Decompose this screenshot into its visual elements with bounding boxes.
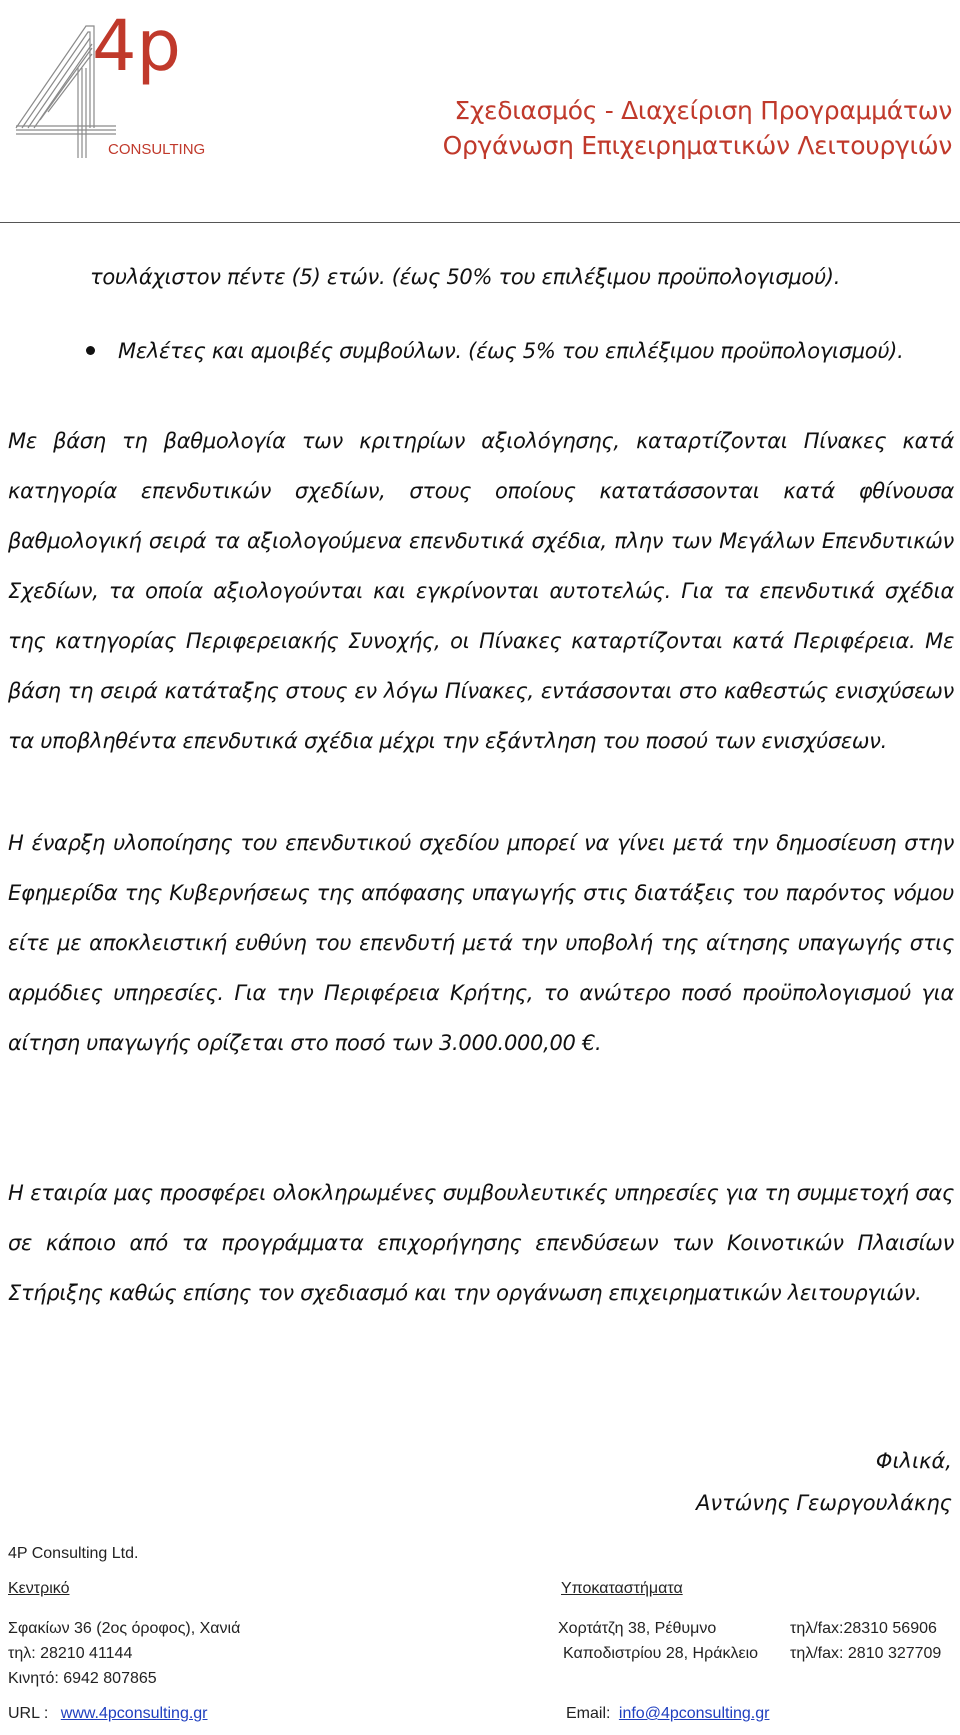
paragraph-implementation: Η έναρξη υλοποίησης του επενδυτικού σχεδίου μπορεί να γίνει μετά την δημοσίευση στην Εφημερίδα της Κυβερνήσεως της απόφασης υπαγωγής στις διατάξεις του παρόντος νόμου είτε με αποκλειστική ευθύνη του επενδυτή μετά την υποβολή της αίτησης υπαγωγής στις αρμόδιες υπηρεσίες. Για την Περιφέρεια Κρήτης, το ανώτερο ποσό προϋπολογισμού για αίτηση υπαγωγής ορίζεται στο ποσό των 3.000.000,00 €.	[8, 831, 954, 1055]
tagline-line-1: Σχεδιασμός - Διαχείριση Προγραμμάτων	[454, 96, 952, 125]
url-label: URL :	[8, 1705, 49, 1722]
email-link[interactable]: info@4pconsulting.gr	[618, 1705, 770, 1722]
continuation-line: τουλάχιστον πέντε (5) ετών. (έως 50% του επιλέξιμου προϋπολογισμού).	[90, 265, 841, 289]
email-row	[566, 1705, 769, 1723]
branches-heading: Υποκαταστήματα	[561, 1580, 683, 1597]
4p-consulting-logo-icon	[8, 8, 218, 173]
paragraph-services: Η εταιρία μας προσφέρει ολοκληρωμένες συμβουλευτικές υπηρεσίες για τη συμμετοχή σας σε κάποιο από τα προγράμματα επιχορήγησης επενδύσεων των Κοινοτικών Πλαισίων Στήριξης καθώς επίσης τον σχεδιασμό και την οργάνωση επιχειρηματικών λειτουργιών.	[8, 1181, 954, 1305]
logo-subtitle-text: CONSULTING	[108, 141, 206, 158]
hq-phone: τηλ: 28210 41144	[8, 1645, 133, 1662]
branch-2-phone: τηλ/fax: 2810 327709	[790, 1645, 942, 1662]
hq-mobile: Κινητό: 6942 807865	[8, 1670, 157, 1687]
website-link[interactable]: www.4pconsulting.gr	[60, 1705, 208, 1722]
paragraph-evaluation: Με βάση τη βαθμολογία των κριτηρίων αξιολόγησης, καταρτίζονται Πίνακες κατά κατηγορία επενδυτικών σχεδίων, στους οποίους κατατάσσονται κατά φθίνουσα βαθμολογική σειρά τα αξιολογούμενα επενδυτικά σχέδια, πλην των Μεγάλων Επενδυτικών Σχεδίων, τα οποία αξιολογούνται και εγκρίνονται αυτοτελώς. Για τα επενδυτικά σχέδια της κατηγορίας Περιφερειακής Συνοχής, οι Πίνακες καταρτίζονται κατά Περιφέρεια. Με βάση τη σειρά κατάταξης στους εν λόγω Πίνακες, εντάσσονται στο καθεστώς ενισχύσεων τα υποβληθέντα επενδυτικά σχέδια μέχρι την εξάντληση του ποσού των ενισχύσεων.	[8, 429, 954, 753]
greeting-text: Φιλικά,	[875, 1449, 952, 1473]
branch-1-phone: τηλ/fax:28310 56906	[790, 1620, 937, 1637]
signature-name: Αντώνης Γεωργουλάκης	[695, 1491, 952, 1515]
bullet-icon	[86, 346, 95, 355]
header-tagline	[443, 93, 952, 163]
closing-block	[696, 1440, 952, 1524]
url-row	[8, 1705, 208, 1723]
footer	[0, 1545, 960, 1735]
hq-address: Σφακίων 36 (2ος όροφος), Χανιά	[8, 1620, 241, 1637]
hq-heading: Κεντρικό	[8, 1580, 70, 1597]
tagline-line-2: Οργάνωση Επιχειρηματικών Λειτουργιών	[442, 131, 952, 160]
company-logo	[8, 8, 218, 173]
bullet-text: Μελέτες και αμοιβές συμβούλων. (έως 5% του επιλέξιμου προϋπολογισμού).	[118, 339, 904, 363]
header-divider	[0, 222, 960, 223]
branch-2-address: Καποδιστρίου 28, Ηράκλειο	[563, 1645, 759, 1662]
email-label: Email:	[566, 1705, 611, 1722]
logo-mark-text: 4p	[92, 8, 181, 87]
branch-1-address: Χορτάτζη 38, Ρέθυμνο	[558, 1620, 717, 1637]
company-name: 4P Consulting Ltd.	[8, 1545, 139, 1562]
